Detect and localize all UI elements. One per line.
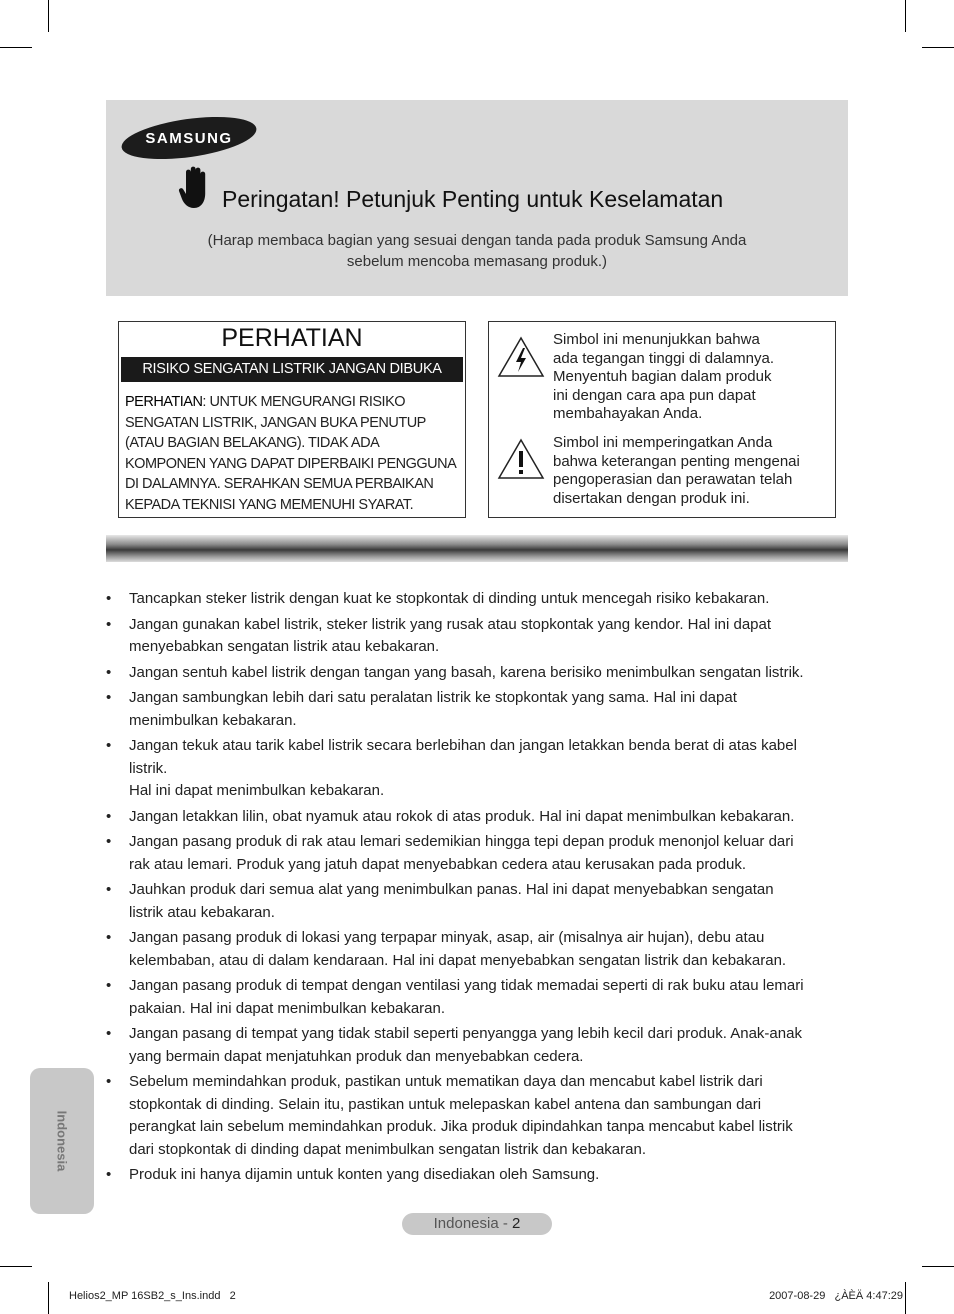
bullet-dot: • — [106, 1073, 112, 1090]
symbol-line: pengoperasian dan perawatan telah — [553, 471, 793, 488]
samsung-logo — [120, 116, 258, 160]
symbol-line: bahwa keterangan penting mengenai — [553, 452, 800, 470]
symbol-text-important — [553, 434, 825, 508]
bullet-dot: • — [106, 689, 112, 706]
bullet-dot: • — [106, 881, 112, 898]
caution-line — [125, 392, 465, 413]
list-item — [106, 927, 848, 972]
list-item-line: dari stopkontak di dinding dapat menimbulkan sengatan listrik dan kebakaran. — [129, 1140, 646, 1158]
list-item — [106, 806, 848, 829]
list-item — [106, 831, 848, 876]
list-item-line: Jauhkan produk dari semua alat yang menimbulkan panas. Hal ini dapat menyebabkan sengatan — [129, 881, 774, 898]
section-divider-bar — [106, 535, 848, 562]
symbol-line: ada tegangan tinggi di dalamnya. — [553, 349, 775, 367]
list-item-line: stopkontak di dinding. Selain itu, pastikan untuk melepaskan kabel antena dan sambungan dari — [129, 1095, 762, 1113]
hand-stop-icon — [178, 164, 210, 212]
language-side-tab — [30, 1068, 94, 1214]
logo-text: SAMSUNG — [145, 130, 233, 147]
list-item — [106, 975, 848, 1020]
bullet-dot: • — [106, 663, 112, 681]
list-item — [106, 1023, 848, 1068]
lightning-warning-icon — [497, 336, 545, 378]
bullet-dot: • — [106, 807, 112, 825]
bullet-dot: • — [106, 590, 112, 607]
caution-line: KEPADA TEKNISI YANG MEMENUHI SYARAT. — [125, 496, 414, 513]
bullet-dot: • — [106, 1166, 112, 1183]
crop-mark — [48, 0, 49, 32]
bullet-dot: • — [106, 833, 112, 850]
bullet-dot: • — [106, 1025, 112, 1042]
footer-filename: Helios2_MP 16SB2_s_Ins.indd 2 — [69, 1290, 236, 1302]
list-item-line: Produk ini hanya dijamin untuk konten yang disediakan oleh Samsung. — [129, 1166, 600, 1183]
crop-mark — [922, 47, 954, 48]
caution-text: : UNTUK MENGURANGI RISIKO — [202, 394, 406, 410]
page-title: Peringatan! Petunjuk Penting untuk Keselamatan — [222, 186, 724, 212]
side-tab-label: Indonesia — [54, 1110, 70, 1172]
bullet-dot: • — [106, 977, 112, 994]
caution-strip: RISIKO SENGATAN LISTRIK JANGAN DIBUKA — [121, 357, 463, 382]
symbol-line: ini dengan cara apa pun dapat — [553, 386, 756, 404]
symbol-line: membahayakan Anda. — [553, 405, 703, 422]
crop-mark — [0, 47, 32, 48]
subtitle-line: sebelum mencoba memasang produk.) — [346, 253, 608, 270]
crop-mark — [48, 1282, 49, 1314]
caution-title: PERHATIAN — [221, 324, 363, 352]
list-item-line: menyebabkan sengatan listrik atau kebakaran. — [129, 638, 440, 655]
list-item — [106, 879, 848, 924]
bullet-dot: • — [106, 615, 112, 633]
symbol-box — [488, 321, 836, 518]
caution-lead: PERHATIAN — [125, 394, 203, 410]
page-subtitle — [166, 230, 788, 272]
crop-mark — [922, 1266, 954, 1267]
header-panel — [106, 100, 848, 296]
symbol-line: Simbol ini memperingatkan Anda — [553, 434, 773, 451]
list-item-line: pakaian. Hal ini dapat menimbulkan kebakaran. — [129, 999, 446, 1017]
list-item-line: rak atau lemari. Produk yang jatuh dapat menyebabkan cedera atau kerusakan pada produk. — [129, 855, 747, 873]
list-item — [106, 614, 848, 659]
list-item-line: Sebelum memindahkan produk, pastikan untuk mematikan daya dan mencabut kabel listrik dari — [129, 1073, 763, 1090]
list-item-line: Jangan sentuh kabel listrik dengan tangan yang basah, karena berisiko menimbulkan sengatan listrik. — [129, 663, 804, 681]
crop-mark — [0, 1266, 32, 1267]
list-item-line: Jangan pasang produk di rak atau lemari sedemikian hingga tepi depan produk menonjol keluar dari — [129, 833, 794, 850]
list-item-line: Jangan sambungkan lebih dari satu peralatan listrik ke stopkontak yang sama. Hal ini dapat — [129, 689, 737, 706]
bullet-dot: • — [106, 929, 112, 946]
list-item — [106, 1164, 848, 1187]
crop-mark — [905, 0, 906, 32]
list-item-line: menimbulkan kebakaran. — [129, 711, 297, 729]
list-item-line: Hal ini dapat menimbulkan kebakaran. — [129, 782, 385, 799]
list-item-line: Jangan pasang di tempat yang tidak stabil seperti penyangga yang lebih kecil dari produk. Anak-anak — [129, 1025, 802, 1042]
list-item — [106, 735, 848, 803]
list-item — [106, 588, 848, 611]
caution-line: DI DALAMNYA. SERAHKAN SEMUA PERBAIKAN — [125, 476, 434, 492]
crop-mark — [905, 1282, 906, 1314]
symbol-text-high-voltage — [553, 331, 825, 424]
page-number-badge — [402, 1213, 552, 1235]
caution-body — [125, 392, 465, 515]
exclamation-warning-icon — [497, 438, 545, 480]
symbol-line: Menyentuh bagian dalam produk — [553, 368, 772, 385]
subtitle-line: (Harap membaca bagian yang sesuai dengan tanda pada produk Samsung Anda — [207, 232, 747, 249]
list-item-line: Tancapkan steker listrik dengan kuat ke stopkontak di dinding untuk mencegah risiko kebakaran. — [129, 590, 770, 607]
symbol-line: Simbol ini menunjukkan bahwa — [553, 331, 760, 348]
page-number: 2 — [512, 1215, 521, 1232]
symbol-line: disertakan dengan produk ini. — [553, 489, 750, 507]
list-item — [106, 662, 848, 685]
page-label: Indonesia - — [433, 1215, 513, 1232]
list-item-line: yang bermain dapat menjatuhkan produk dan menyebabkan cedera. — [129, 1047, 584, 1065]
list-item-line: listrik atau kebakaran. — [129, 903, 275, 921]
list-item-line: listrik. — [129, 759, 168, 777]
safety-instructions-list — [106, 588, 848, 1190]
list-item — [106, 1071, 848, 1161]
list-item-line: Jangan letakkan lilin, obat nyamuk atau rokok di atas produk. Hal ini dapat menimbulkan kebakaran. — [129, 807, 795, 825]
caution-line: SENGATAN LISTRIK, JANGAN BUKA PENUTUP — [125, 414, 426, 431]
list-item-line: Jangan pasang produk di tempat dengan ventilasi yang tidak memadai seperti di rak buku atau lemari — [129, 977, 804, 994]
bullet-dot: • — [106, 737, 112, 754]
list-item-line: perangkat lain sebelum memindahkan produk. Jika produk dipindahkan tanpa mencabut kabel listrik — [129, 1118, 793, 1135]
list-item — [106, 687, 848, 732]
list-item-line: kelembaban, atau di dalam kendaraan. Hal ini dapat menyebabkan sengatan listrik dan kebakaran. — [129, 951, 787, 969]
caution-line: (ATAU BAGIAN BELAKANG). TIDAK ADA — [125, 435, 380, 451]
caution-line: KOMPONEN YANG DAPAT DIPERBAIKI PENGGUNA — [125, 455, 457, 472]
list-item-line: Jangan tekuk atau tarik kabel listrik secara berlebihan dan jangan letakkan benda berat di atas kabel — [129, 737, 797, 754]
list-item-line: Jangan gunakan kabel listrik, steker listrik yang rusak atau stopkontak yang kendor. Hal ini dapat — [129, 615, 772, 633]
list-item-line: Jangan pasang produk di lokasi yang terpapar minyak, asap, air (misalnya air hujan), debu atau — [129, 929, 765, 946]
footer-timestamp: 2007-08-29 ¿ÀÈÄ 4:47:29 — [769, 1290, 903, 1302]
caution-box — [118, 321, 466, 518]
